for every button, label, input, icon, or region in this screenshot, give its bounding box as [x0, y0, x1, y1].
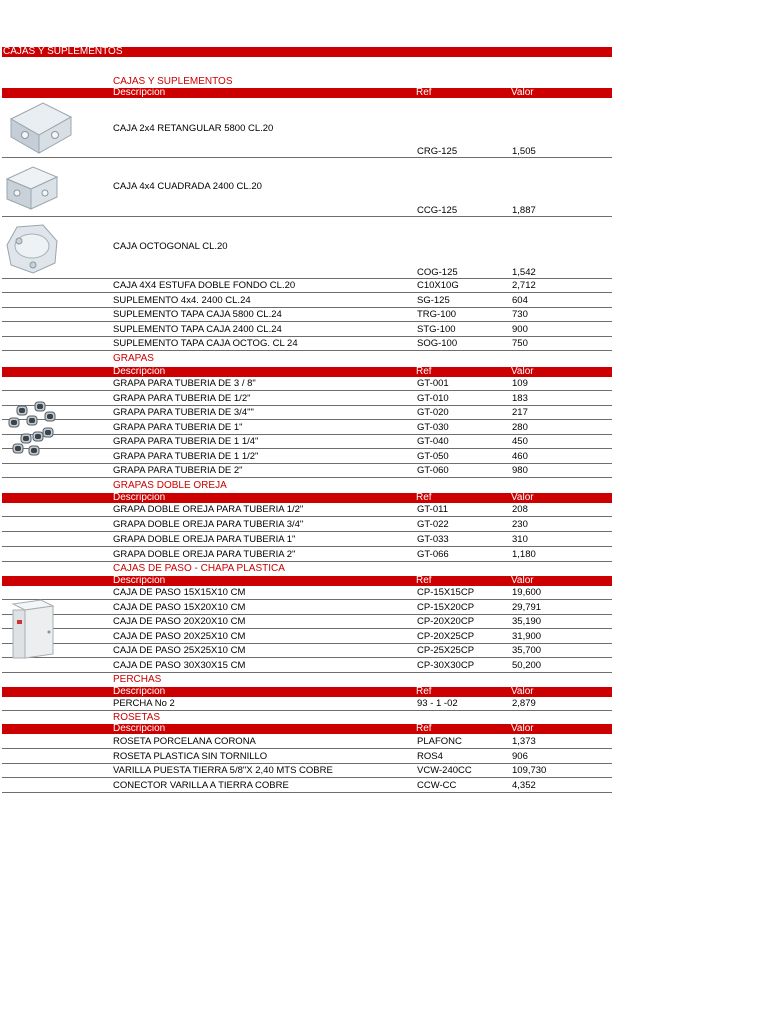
item-description: CAJA DE PASO 30X30X15 CM [113, 659, 246, 671]
table-row [2, 734, 612, 749]
table-row [2, 532, 612, 547]
item-valor: 1,180 [512, 549, 536, 560]
table-row [2, 434, 612, 449]
item-valor: 230 [512, 519, 528, 530]
item-description: CAJA 4x4 CUADRADA 2400 CL.20 [113, 181, 262, 192]
junction-box-icon [5, 596, 59, 662]
item-ref: GT-050 [417, 450, 449, 462]
header-valor: Valor [511, 575, 534, 586]
item-description: GRAPA PARA TUBERIA DE 1 1/4" [113, 436, 259, 447]
header-valor: Valor [511, 492, 534, 503]
table-row [2, 517, 612, 532]
item-valor: 19,600 [512, 587, 542, 598]
item-valor: 2,879 [512, 698, 536, 709]
item-ref: GT-060 [417, 465, 449, 476]
table-row [2, 376, 612, 391]
row-divider [2, 157, 612, 158]
sheet-banner: CAJAS Y SUPLEMENTOS [2, 47, 612, 57]
header-ref: Ref [416, 492, 432, 503]
item-ref: CCG-125 [417, 205, 458, 216]
item-valor: 217 [512, 407, 528, 418]
header-ref: Ref [416, 366, 432, 377]
table-row [2, 629, 612, 644]
item-ref: SG-125 [417, 294, 450, 306]
item-ref: GT-022 [417, 519, 449, 530]
item-description: GRAPA DOBLE OREJA PARA TUBERIA 2" [113, 549, 296, 560]
item-description: VARILLA PUESTA TIERRA 5/8"X 2,40 MTS COBRE [113, 765, 333, 776]
item-ref: GT-030 [417, 421, 449, 433]
header-descripcion: Descripcion [113, 366, 166, 377]
square-box-icon [3, 161, 59, 213]
header-descripcion: Descripcion [113, 686, 166, 697]
section-title: PERCHAS [113, 674, 162, 685]
item-ref: CP-15X20CP [417, 601, 475, 613]
item-description: CAJA DE PASO 15X15X10 CM [113, 587, 246, 598]
item-valor: 750 [512, 338, 528, 349]
item-description: GRAPA DOBLE OREJA PARA TUBERIA 3/4" [113, 519, 304, 530]
table-row [2, 420, 612, 435]
item-ref: CP-30X30CP [417, 659, 475, 671]
item-ref: CP-20X25CP [417, 630, 475, 642]
item-valor: 35,190 [512, 616, 542, 627]
item-ref: ROS4 [417, 750, 443, 762]
item-description: GRAPA PARA TUBERIA DE 2" [113, 465, 243, 476]
item-description: CAJA DE PASO 15X20X10 CM [113, 601, 246, 613]
section-title: GRAPAS [113, 353, 154, 364]
table-row [2, 658, 612, 673]
item-description: ROSETA PORCELANA CORONA [113, 736, 256, 747]
item-description: SUPLEMENTO TAPA CAJA 5800 CL.24 [113, 309, 282, 320]
header-descripcion: Descripcion [113, 723, 166, 734]
item-description: CAJA DE PASO 20X20X10 CM [113, 616, 246, 627]
item-valor: 1,887 [512, 205, 536, 216]
header-ref: Ref [416, 575, 432, 586]
item-ref: GT-040 [417, 436, 449, 447]
item-ref: TRG-100 [417, 309, 457, 320]
item-valor: 310 [512, 534, 528, 545]
item-description: GRAPA PARA TUBERIA DE 1" [113, 421, 243, 433]
item-description: CAJA OCTOGONAL CL.20 [113, 241, 228, 252]
item-valor: 109 [512, 378, 528, 389]
item-valor: 450 [512, 436, 528, 447]
item-description: PERCHA No 2 [113, 698, 175, 709]
item-description: GRAPA PARA TUBERIA DE 1/2" [113, 392, 251, 404]
item-ref: CP-25X25CP [417, 645, 475, 656]
item-ref: CRG-125 [417, 146, 458, 157]
item-valor: 31,900 [512, 630, 542, 642]
header-valor: Valor [511, 87, 534, 98]
table-row [2, 307, 612, 322]
item-valor: 730 [512, 309, 528, 320]
section-title: GRAPAS DOBLE OREJA [113, 480, 227, 491]
item-ref: STG-100 [417, 323, 456, 335]
table-row [2, 449, 612, 464]
item-valor: 906 [512, 750, 528, 762]
octagonal-box-icon [3, 219, 61, 279]
header-ref: Ref [416, 723, 432, 734]
pipe-clamps-icon [3, 388, 61, 460]
item-valor: 980 [512, 465, 528, 476]
item-description: CAJA DE PASO 25X25X10 CM [113, 645, 246, 656]
item-ref: 93 - 1 -02 [417, 698, 458, 709]
table-row [2, 585, 612, 600]
item-valor: 900 [512, 323, 528, 335]
section-title: CAJAS Y SUPLEMENTOS [113, 76, 233, 87]
item-valor: 460 [512, 450, 528, 462]
header-descripcion: Descripcion [113, 87, 166, 98]
column-header-bar [2, 88, 612, 98]
item-ref: GT-010 [417, 392, 449, 404]
table-row [2, 600, 612, 615]
item-valor: 208 [512, 504, 528, 515]
header-valor: Valor [511, 723, 534, 734]
table-row [2, 405, 612, 420]
item-description: GRAPA DOBLE OREJA PARA TUBERIA 1/2" [113, 504, 304, 515]
item-ref: CP-20X20CP [417, 616, 475, 627]
header-ref: Ref [416, 87, 432, 98]
rectangular-box-icon [3, 97, 75, 157]
item-ref: SOG-100 [417, 338, 458, 349]
item-ref: VCW-240CC [417, 765, 472, 776]
table-row [2, 547, 612, 562]
item-valor: 35,700 [512, 645, 542, 656]
item-valor: 280 [512, 421, 528, 433]
table-row [2, 502, 612, 517]
item-ref: GT-033 [417, 534, 449, 545]
item-description: GRAPA PARA TUBERIA DE 1 1/2" [113, 450, 259, 462]
header-descripcion: Descripcion [113, 575, 166, 586]
item-valor: 1,542 [512, 267, 536, 278]
header-ref: Ref [416, 686, 432, 697]
header-valor: Valor [511, 686, 534, 697]
item-ref: GT-011 [417, 504, 448, 515]
item-ref: COG-125 [417, 267, 458, 278]
table-row [2, 391, 612, 406]
item-ref: GT-020 [417, 407, 449, 418]
table-row [2, 278, 612, 293]
item-valor: 109,730 [512, 765, 547, 776]
column-header-bar [2, 724, 612, 734]
header-descripcion: Descripcion [113, 492, 166, 503]
item-description: GRAPA PARA TUBERIA DE 3/4"" [113, 407, 254, 418]
item-valor: 2,712 [512, 280, 536, 291]
item-ref: CP-15X15CP [417, 587, 475, 598]
item-description: CAJA 4X4 ESTUFA DOBLE FONDO CL.20 [113, 280, 296, 291]
item-valor: 604 [512, 294, 528, 306]
item-valor: 1,373 [512, 736, 536, 747]
table-row [2, 778, 612, 793]
item-description: ROSETA PLASTICA SIN TORNILLO [113, 750, 268, 762]
item-valor: 4,352 [512, 779, 536, 791]
item-description: SUPLEMENTO 4x4. 2400 CL.24 [113, 294, 251, 306]
item-ref: GT-001 [417, 378, 449, 389]
item-description: SUPLEMENTO TAPA CAJA 2400 CL.24 [113, 323, 282, 335]
table-row [2, 614, 612, 629]
item-description: SUPLEMENTO TAPA CAJA OCTOG. CL 24 [113, 338, 298, 349]
table-row [2, 463, 612, 478]
item-description: CAJA 2x4 RETANGULAR 5800 CL.20 [113, 123, 274, 134]
section-title: CAJAS DE PASO - CHAPA PLASTICA [113, 563, 285, 574]
item-description: GRAPA DOBLE OREJA PARA TUBERIA 1" [113, 534, 296, 545]
table-row [2, 293, 612, 308]
header-valor: Valor [511, 366, 534, 377]
item-ref: PLAFONC [417, 736, 462, 747]
item-description: CONECTOR VARILLA A TIERRA COBRE [113, 779, 289, 791]
section-title: ROSETAS [113, 712, 161, 723]
item-description: GRAPA PARA TUBERIA DE 3 / 8" [113, 378, 256, 389]
item-ref: CCW-CC [417, 779, 457, 791]
table-row [2, 749, 612, 764]
item-description: CAJA DE PASO 20X25X10 CM [113, 630, 246, 642]
table-row [2, 336, 612, 351]
item-ref: GT-066 [417, 549, 449, 560]
table-row [2, 322, 612, 337]
item-valor: 1,505 [512, 146, 536, 157]
table-row [2, 763, 612, 778]
table-row [2, 643, 612, 658]
table-row [2, 696, 612, 711]
item-ref: C10X10G [417, 280, 459, 291]
item-valor: 183 [512, 392, 528, 404]
row-divider [2, 216, 612, 217]
item-valor: 50,200 [512, 659, 542, 671]
item-valor: 29,791 [512, 601, 542, 613]
